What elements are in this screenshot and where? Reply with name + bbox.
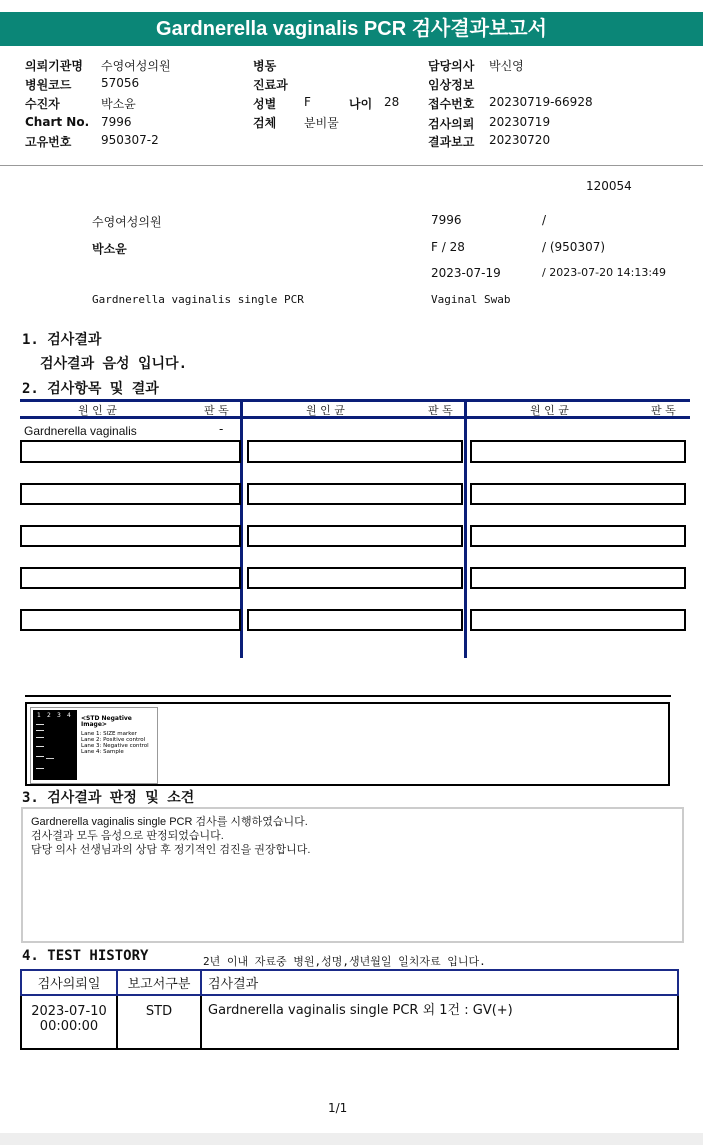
section3-title: 3. 검사결과 판정 및 소견: [22, 790, 195, 806]
history-type: STD: [117, 995, 201, 1049]
gel-legend-item: Lane 4: Sample: [81, 749, 124, 755]
gel-top-rule: [25, 695, 671, 697]
specimen-label: 검체: [253, 116, 277, 130]
chart-label: Chart No.: [25, 115, 90, 129]
grid-top-rule: [20, 399, 690, 402]
lane-label: 4: [67, 712, 71, 719]
summary-patient: 박소윤: [92, 242, 127, 256]
age-label: 나이: [349, 97, 373, 111]
gel-image: [30, 707, 158, 784]
sex-label: 성별: [253, 97, 277, 111]
report-date-label: 결과보고: [428, 135, 475, 149]
dept-label: 진료과: [253, 78, 288, 92]
history-time: 00:00:00: [39, 1019, 99, 1034]
summary-report-date: / 2023-07-20 14:13:49: [542, 266, 667, 279]
grid-header-rule: [20, 416, 690, 419]
section4-note: 2년 이내 자료중 병원,성명,생년월일 일치자료 입니다.: [203, 955, 486, 968]
sex-value: F: [304, 95, 311, 109]
grid-cell: [247, 483, 463, 505]
report-date-value: 20230720: [489, 133, 551, 147]
page-footer-strip: [0, 1133, 703, 1145]
unique-label: 고유번호: [25, 135, 72, 149]
report-title: Gardnerella vaginalis PCR 검사결과보고서: [0, 12, 703, 46]
history-date-cell: [21, 995, 117, 1049]
history-header-result: 검사결과: [201, 970, 678, 995]
gel-legend-item: Lane 1: SIZE marker: [81, 731, 137, 737]
grid-cell: [470, 483, 686, 505]
grid-cell: [247, 609, 463, 631]
gel-legend-item: Lane 2: Positive control: [81, 737, 146, 743]
summary-chart: 7996: [431, 213, 462, 227]
patient-value: 박소윤: [101, 97, 136, 111]
row1-pathogen: Gardnerella vaginalis: [24, 424, 137, 438]
summary-request-date: 2023-07-19: [431, 266, 501, 280]
col-pathogen-2: 원 인 균: [306, 404, 345, 417]
patient-label: 수진자: [25, 97, 60, 111]
summary-specimen: Vaginal Swab: [431, 293, 511, 306]
history-header-date: 검사의뢰일: [21, 970, 117, 995]
doctor-value: 박신영: [489, 59, 524, 73]
history-result: Gardnerella vaginalis single PCR 외 1건 : GV(+): [201, 995, 678, 1049]
header-divider: [0, 165, 703, 166]
institution-label: 의뢰기관명: [25, 59, 83, 73]
history-date: 2023-07-10: [31, 1004, 107, 1019]
col-pathogen-1: 원 인 균: [78, 404, 117, 417]
request-label: 검사의뢰: [428, 117, 475, 131]
summary-slash: /: [542, 213, 547, 227]
unique-value: 950307-2: [101, 133, 159, 147]
receipt-label: 접수번호: [428, 97, 475, 111]
grid-cell: [470, 525, 686, 547]
lane-label: 3: [57, 712, 61, 719]
opinion-box: [21, 807, 684, 943]
grid-cell: [20, 567, 241, 589]
receipt-value: 20230719-66928: [489, 95, 593, 109]
request-value: 20230719: [489, 115, 551, 129]
grid-cell: [247, 525, 463, 547]
grid-cell: [470, 609, 686, 631]
institution-value: 수영여성의원: [101, 59, 171, 73]
gel-photo: [33, 710, 77, 780]
summary-test-name: Gardnerella vaginalis single PCR: [92, 293, 304, 306]
col-pathogen-3: 원 인 균: [530, 404, 569, 417]
col-judge-2: 판 독: [428, 404, 453, 417]
opinion-line: Gardnerella vaginalis single PCR 검사를 시행하였습니다.: [31, 816, 308, 828]
gel-title: <STD Negative Image>: [81, 715, 132, 728]
grid-cell: [470, 567, 686, 589]
section4-title: 4. TEST HISTORY: [22, 948, 149, 964]
section2-title: 2. 검사항목 및 결과: [22, 381, 159, 397]
history-table: [20, 969, 679, 1050]
history-row: [21, 995, 678, 1049]
summary-sex-age: F / 28: [431, 240, 465, 254]
summary-code: 120054: [586, 179, 632, 193]
summary-birth: / (950307): [542, 240, 606, 254]
specimen-value: 분비물: [304, 116, 339, 130]
grid-cell: [20, 525, 241, 547]
grid-cell: [247, 440, 463, 463]
doctor-label: 담당의사: [428, 59, 475, 73]
history-header-row: [21, 970, 678, 995]
grid-divider-2: [464, 399, 467, 658]
grid-cell: [20, 483, 241, 505]
col-judge-3: 판 독: [651, 404, 676, 417]
lane-label: 2: [47, 712, 51, 719]
row1-judge: -: [219, 422, 224, 436]
history-header-type: 보고서구분: [117, 970, 201, 995]
ward-label: 병동: [253, 59, 277, 73]
age-value: 28: [384, 95, 400, 109]
section1-title: 1. 검사결과: [22, 332, 102, 348]
chart-value: 7996: [101, 115, 132, 129]
hospital-code-label: 병원코드: [25, 78, 72, 92]
grid-cell: [20, 440, 241, 463]
opinion-line: 검사결과 모두 음성으로 판정되었습니다.: [31, 830, 224, 842]
grid-cell: [470, 440, 686, 463]
page-number: 1/1: [328, 1101, 348, 1115]
grid-cell: [20, 609, 241, 631]
section1-result: 검사결과 음성 입니다.: [40, 356, 188, 372]
lane-label: 1: [37, 712, 41, 719]
gel-legend-item: Lane 3: Negative control: [81, 743, 149, 749]
col-judge-1: 판 독: [204, 404, 229, 417]
opinion-line: 담당 의사 선생님과의 상담 후 정기적인 검진을 권장합니다.: [31, 844, 311, 856]
grid-cell: [247, 567, 463, 589]
summary-institution: 수영여성의원: [92, 215, 162, 229]
gel-image-box: [25, 702, 670, 786]
clinical-label: 임상정보: [428, 78, 475, 92]
hospital-code-value: 57056: [101, 76, 140, 90]
